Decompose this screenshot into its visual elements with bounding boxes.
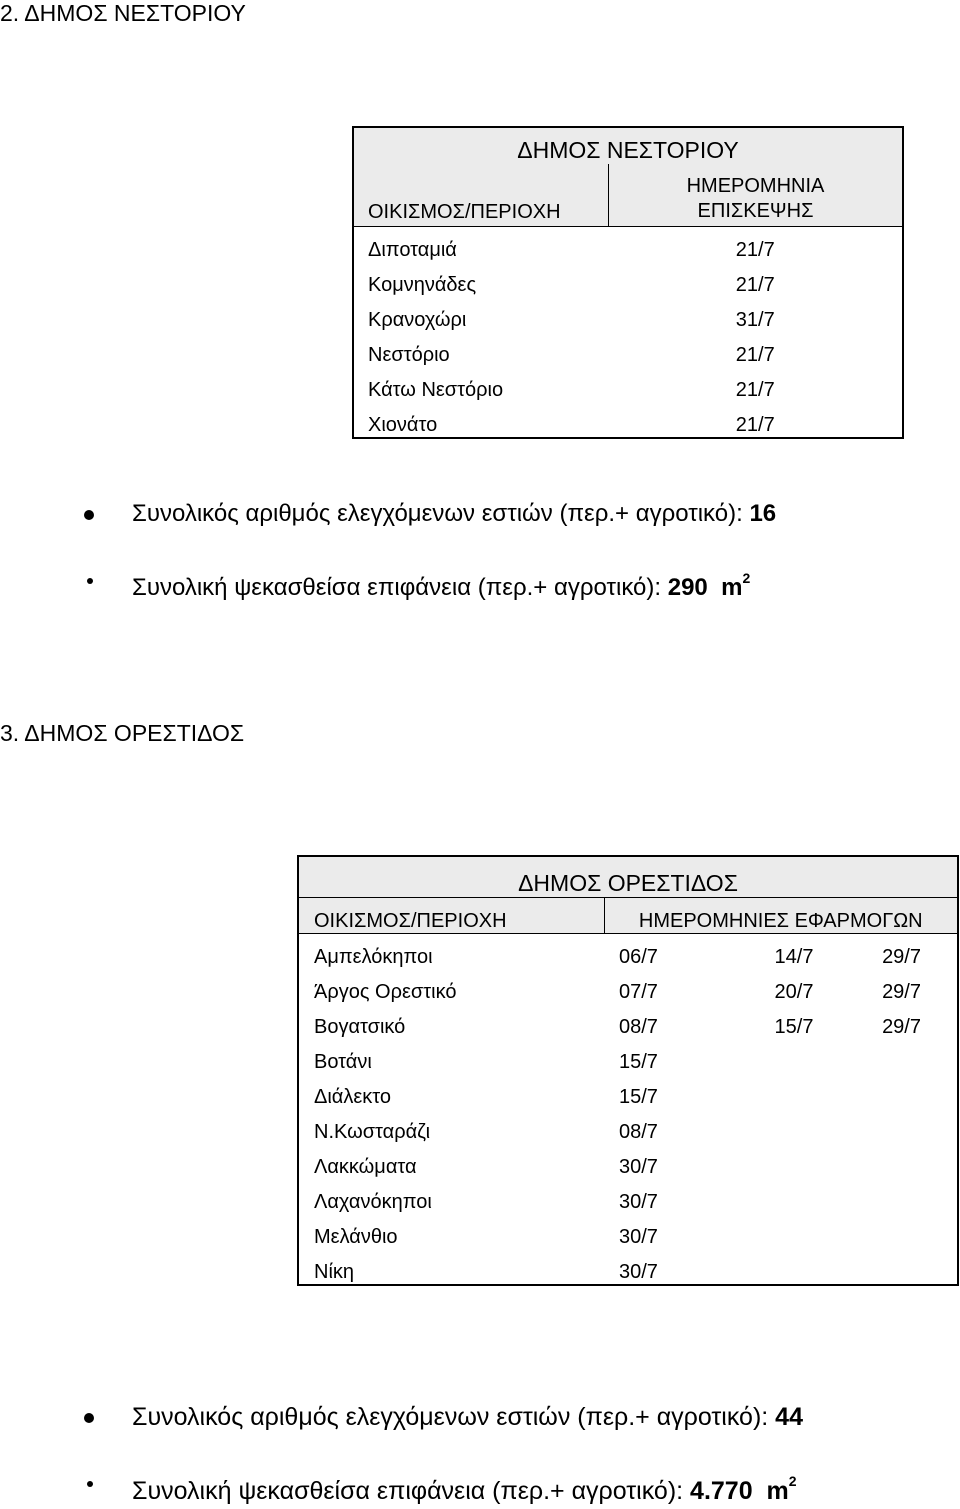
table-row [298, 934, 958, 970]
section-heading: 3. ΔΗΜΟΣ ΟΡΕΣΤΙΔΟΣ [0, 720, 245, 746]
area-cell: Διάλεκτο [314, 1086, 392, 1108]
table-row [298, 1144, 958, 1179]
bullet-value: 290 m [667, 574, 743, 601]
applications-table [297, 855, 959, 1286]
table-row [353, 297, 903, 332]
date-cell: 21/7 [735, 379, 775, 401]
table-row [298, 969, 958, 1004]
area-cell: Βογατσικό [314, 1016, 406, 1038]
date-cell-2 [739, 1074, 849, 1109]
section-heading: 2. ΔΗΜΟΣ ΝΕΣΤΟΡΙΟΥ [0, 0, 246, 26]
bullet-superscript: 2 [788, 1473, 797, 1489]
date-cell-2: 15/7 [774, 1016, 814, 1038]
area-cell: Βοτάνι [314, 1051, 372, 1073]
table-row [298, 1214, 958, 1249]
table-header-row [298, 898, 958, 934]
table-title: ΔΗΜΟΣ ΟΡΕΣΤΙΔΟΣ [518, 870, 738, 896]
date-cell-1: 30/7 [619, 1156, 658, 1178]
table-row [353, 262, 903, 297]
date-cell-1: 15/7 [619, 1086, 658, 1108]
date-cell-1: 06/7 [619, 946, 658, 968]
area-cell: Κρανοχώρι [368, 309, 467, 331]
date-cell-1: 15/7 [619, 1051, 658, 1073]
date-cell-3: 29/7 [882, 1016, 921, 1038]
area-cell: Αμπελόκηποι [314, 946, 433, 968]
date-cell-2 [739, 1214, 849, 1249]
table-row [298, 1039, 958, 1074]
table-row [353, 332, 903, 367]
date-cell-3 [849, 1109, 958, 1144]
area-cell: Κομνηνάδες [368, 274, 477, 296]
date-cell-2 [739, 1039, 849, 1074]
area-cell: Νίκη [314, 1261, 355, 1283]
bullet-dot-icon [84, 1413, 94, 1423]
date-cell-3 [849, 1144, 958, 1179]
date-cell-3: 29/7 [882, 981, 921, 1003]
bullet-superscript: 2 [742, 570, 751, 586]
column-header-date-line1: ΗΜΕΡΟΜΗΝΙΑ [686, 175, 825, 197]
area-cell: Λακκώματα [314, 1156, 417, 1178]
column-header-area: ΟΙΚΙΣΜΟΣ/ΠΕΡΙΟΧΗ [298, 898, 604, 934]
date-cell-2 [739, 1109, 849, 1144]
area-cell: Χιονάτο [368, 414, 438, 436]
table-row [353, 402, 903, 438]
area-cell: Διποταμιά [368, 239, 457, 261]
bullet-text: Συνολικός αριθμός ελεγχόμενων εστιών (περ.+ αγροτικό): [132, 1403, 776, 1431]
date-cell-1: 08/7 [619, 1016, 658, 1038]
table-header-row [353, 164, 903, 227]
bullet-value: 4.770 m [690, 1477, 789, 1505]
column-header-date-line2: ΕΠΙΣΚΕΨΗΣ [697, 200, 814, 222]
date-cell-2: 14/7 [774, 946, 814, 968]
date-cell: 21/7 [735, 344, 775, 366]
date-cell-2 [739, 1179, 849, 1214]
area-cell: Ν.Κωσταράζι [314, 1121, 431, 1143]
date-cell-2 [739, 1144, 849, 1179]
date-cell: 21/7 [735, 274, 775, 296]
date-cell-3 [849, 1249, 958, 1285]
date-cell-3 [849, 1074, 958, 1109]
bullet-sprayed-area [132, 1473, 797, 1506]
bullet-text: Συνολική ψεκασθείσα επιφάνεια (περ.+ αγροτικό): [132, 1477, 691, 1505]
area-cell: Μελάνθιο [314, 1226, 398, 1248]
date-cell-3 [849, 1039, 958, 1074]
bullet-dot-icon [84, 510, 94, 520]
date-cell-1: 08/7 [619, 1121, 658, 1143]
date-cell-3 [849, 1214, 958, 1249]
visits-table [352, 126, 904, 439]
date-cell-1: 30/7 [619, 1226, 658, 1248]
bullet-value: 16 [749, 500, 777, 527]
date-cell-2: 20/7 [774, 981, 814, 1003]
column-header-area: ΟΙΚΙΣΜΟΣ/ΠΕΡΙΟΧΗ [353, 164, 609, 227]
column-header-dates: ΗΜΕΡΟΜΗΝΙΕΣ ΕΦΑΡΜΟΓΩΝ [604, 898, 958, 934]
date-cell-3: 29/7 [882, 946, 921, 968]
table-row [298, 1004, 958, 1039]
table-row [353, 227, 903, 263]
date-cell-3 [849, 1179, 958, 1214]
date-cell: 21/7 [735, 414, 775, 436]
bullet-dot-icon [87, 1481, 93, 1487]
date-cell: 31/7 [735, 309, 775, 331]
date-cell-1: 07/7 [619, 981, 658, 1003]
table-row [298, 1074, 958, 1109]
table-row [353, 367, 903, 402]
bullet-text: Συνολικός αριθμός ελεγχόμενων εστιών (περ.+ αγροτικό): [132, 500, 750, 527]
table-title-row [353, 127, 903, 164]
table-title-row [298, 856, 958, 898]
column-header-date [609, 164, 904, 227]
bullet-text: Συνολική ψεκασθείσα επιφάνεια (περ.+ αγροτικό): [132, 574, 668, 601]
bullet-dot-icon [87, 578, 93, 584]
date-cell-1: 30/7 [619, 1261, 658, 1283]
bullet-sprayed-area [132, 570, 751, 602]
table-row [298, 1109, 958, 1144]
date-cell-2 [739, 1249, 849, 1285]
bullet-total-sites [132, 500, 776, 528]
area-cell: Νεστόριο [368, 344, 450, 366]
area-cell: Κάτω Νεστόριο [368, 379, 504, 401]
area-cell: Λαχανόκηποι [314, 1191, 432, 1213]
table-row [298, 1179, 958, 1214]
area-cell: Άργος Ορεστικό [314, 981, 457, 1003]
table-title: ΔΗΜΟΣ ΝΕΣΤΟΡΙΟΥ [517, 137, 739, 163]
date-cell-1: 30/7 [619, 1191, 658, 1213]
bullet-total-sites [132, 1403, 803, 1432]
bullet-value: 44 [775, 1403, 803, 1431]
table-row [298, 1249, 958, 1285]
date-cell: 21/7 [735, 239, 775, 261]
